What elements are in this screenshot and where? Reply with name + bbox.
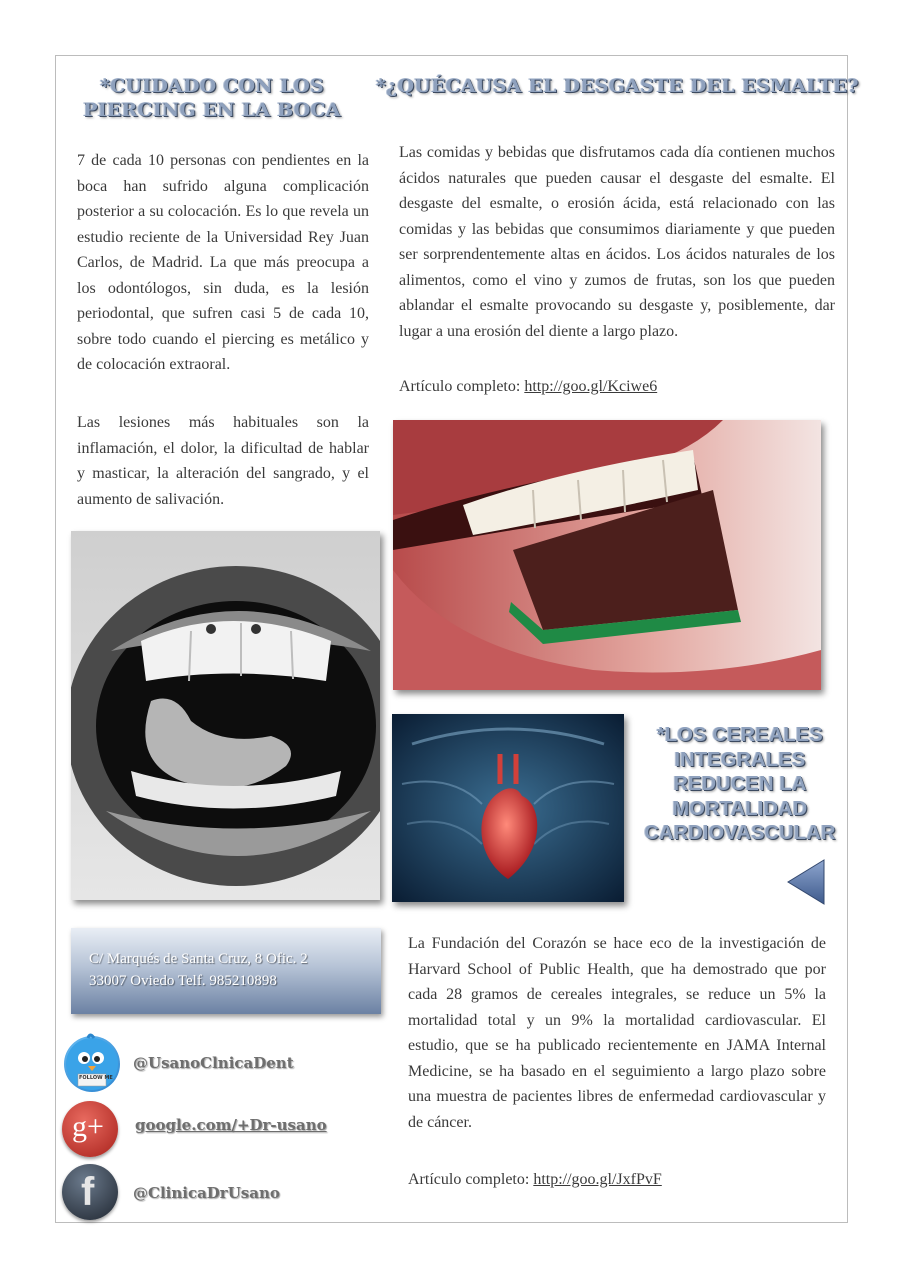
cereal-heading-line1: *LOS CEREALES [657,724,823,746]
enamel-article-link-line [399,374,835,400]
facebook-handle[interactable]: @ClinicaDrUsano [133,1184,280,1202]
address-line1: C/ Marqués de Santa Cruz, 8 Ofic. 2 [89,951,308,967]
enamel-paragraph: Las comidas y bebidas que disfrutamos cada día contienen muchos ácidos naturales que pueden causar el desgaste del esmalte. El desgaste del esmalte, o erosión ácida, está relacionado con las comidas y las bebidas que consumimos diariamente y que pueden ser sorprendentemente altas en ácidos. Los ácidos naturales de los alimentos, como el vino y zumos de frutas, son los que pueden ablandar el esmalte provocando su desgaste y, posiblemente, dar lugar a una erosión del diente a largo plazo. [399,144,835,340]
piercing-heading [72,74,352,122]
twitter-bird-drawing [60,1030,124,1094]
enamel-link-prefix: Artículo completo: [399,378,525,395]
cereal-heading-line4: MORTALIDAD [672,797,808,820]
cereal-heading-line5: CARDIOVASCULAR [644,822,836,844]
cereal-article-link-line [408,1167,826,1193]
chocolate-bite-photo [393,420,821,690]
follow-me-badge: FOLLOW ME [79,1075,113,1081]
cereal-article-link[interactable]: http://goo.gl/JxfPvF [533,1171,662,1188]
cereal-heading-line3: REDUCEN LA [673,773,807,795]
piercing-mouth-photo [71,531,380,900]
piercing-paragraph-1: 7 de cada 10 personas con pendientes en la boca han sufrido alguna complicación posterior a su colocación. Es lo que revela un estudio reciente de la Universidad Rey Juan Carlos, de Madrid. La que más preocupa a los odontólogos, sin duda, es la lesión periodontal, que sufren casi 5 de cada 10, sobre todo cuando el piercing es metálico y de colocación extraoral. [77,152,369,373]
google-plus-link[interactable]: google.com/+Dr-usano [135,1116,327,1134]
piercing-heading-line1: *CUIDADO CON LOS [100,75,324,97]
twitter-bird-icon[interactable] [64,1036,120,1092]
enamel-article-link[interactable]: http://goo.gl/Kciwe6 [524,378,658,395]
address-line2: 33007 Oviedo Telf. 985210898 [89,973,277,989]
enamel-heading: *¿QUÉCAUSA EL DESGASTE DEL ESMALTE? [376,75,859,97]
heart-illustration [392,714,624,902]
piercing-paragraph-2: Las lesiones más habituales son la inflamación, el dolor, la dificultad de hablar y masticar, la alteración del sangrado, y el aumento de salivación. [77,414,369,508]
google-plus-icon[interactable] [62,1101,118,1157]
cereal-heading-line2: INTEGRALES [674,748,806,771]
piercing-heading-line2: PIERCING EN LA BOCA [83,99,341,121]
heart-xray-photo [392,714,624,902]
facebook-glyph: f [81,1170,95,1214]
cereal-paragraph: La Fundación del Corazón se hace eco de la investigación de Harvard School of Public Health, que ha demostrado que por cada 28 gramos de cereales integrales, se reduce un 5% la mortalidad total y un 9% la mortalidad cardiovascular. El estudio, que se ha publicado recientemente en JAMA Internal Medicine, se ha basado en el seguimiento a largo plazo sobre una muestra de pacientes libres de enfermedad cardiovascular y de cáncer. [408,935,826,1131]
google-plus-glyph: g+ [72,1110,104,1143]
facebook-icon[interactable] [62,1164,118,1220]
left-arrow-icon [786,858,826,906]
cereal-heading [640,723,840,846]
cereal-link-prefix: Artículo completo: [408,1171,534,1188]
address-box [71,928,381,1014]
piercing-mouth-illustration [71,531,380,900]
twitter-handle[interactable]: @UsanoClnicaDent [133,1054,294,1072]
chocolate-bite-illustration [393,420,821,690]
